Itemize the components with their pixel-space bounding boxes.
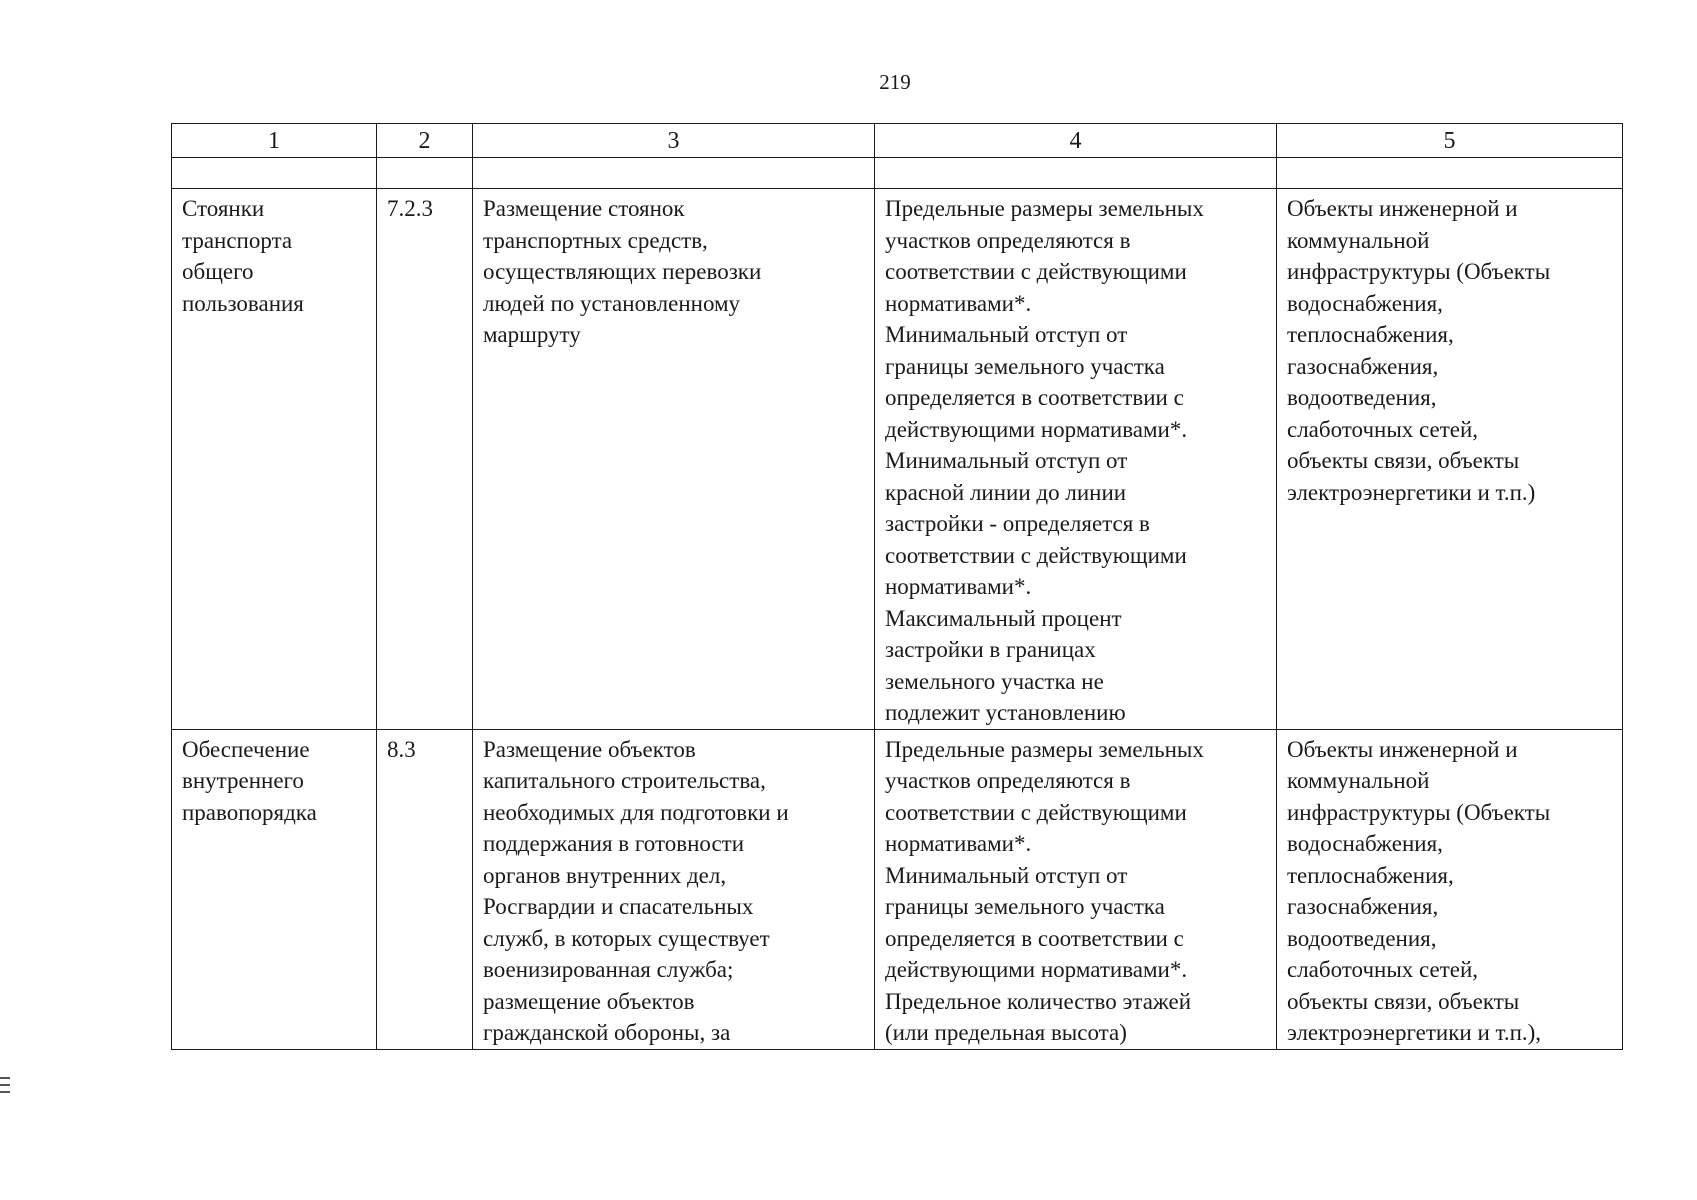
empty-cell — [172, 158, 377, 189]
header-cell-1: 1 — [172, 124, 377, 158]
zoning-table — [171, 123, 1623, 1050]
empty-cell — [377, 158, 473, 189]
empty-cell — [1277, 158, 1623, 189]
parameters-cell: Предельные размеры земельных участков определяются в соответствии с действующими нормативами*. Минимальный отступ от границы земельного участка определяется в соответствии с действующими нормативами*. Минимальный отступ от красной линии до линии застройки - определяется в соответствии с действующими нормативами*. Максимальный процент застройки в границах земельного участка не подлежит установлению — [875, 189, 1277, 730]
auxiliary-uses-cell: Объекты инженерной и коммунальной инфраструктуры (Объекты водоснабжения, теплоснабжения, газоснабжения, водоотведения, слаботочных сетей, объекты связи, объекты электроэнергетики и т.п.), — [1277, 729, 1623, 1049]
header-cell-4: 4 — [875, 124, 1277, 158]
use-code-cell: 7.2.3 — [377, 189, 473, 730]
table-row — [172, 189, 1623, 730]
auxiliary-uses-cell: Объекты инженерной и коммунальной инфраструктуры (Объекты водоснабжения, теплоснабжения, газоснабжения, водоотведения, слаботочных сетей, объекты связи, объекты электроэнергетики и т.п.) — [1277, 189, 1623, 730]
page-number: 219 — [879, 70, 911, 94]
use-code-cell: 8.3 — [377, 729, 473, 1049]
use-name-cell: Стоянки транспорта общего пользования — [172, 189, 377, 730]
parameters-cell: Предельные размеры земельных участков определяются в соответствии с действующими нормативами*. Минимальный отступ от границы земельного участка определяется в соответствии с действующими нормативами*. Предельное количество этажей (или предельная высота) — [875, 729, 1277, 1049]
empty-cell — [875, 158, 1277, 189]
use-description-cell: Размещение стоянок транспортных средств, осуществляющих перевозки людей по установленному маршруту — [473, 189, 875, 730]
table-empty-row — [172, 158, 1623, 189]
use-description-cell: Размещение объектов капитального строительства, необходимых для подготовки и поддержания в готовности органов внутренних дел, Росгвардии и спасательных служб, в которых существует военизированная служба; размещение объектов гражданской обороны, за — [473, 729, 875, 1049]
header-cell-2: 2 — [377, 124, 473, 158]
margin-mark — [0, 1077, 10, 1079]
table-header-row — [172, 124, 1623, 158]
header-cell-5: 5 — [1277, 124, 1623, 158]
table-row — [172, 729, 1623, 1049]
margin-mark — [0, 1091, 10, 1093]
empty-cell — [473, 158, 875, 189]
margin-mark — [0, 1084, 10, 1086]
header-cell-3: 3 — [473, 124, 875, 158]
use-name-cell: Обеспечение внутреннего правопорядка — [172, 729, 377, 1049]
